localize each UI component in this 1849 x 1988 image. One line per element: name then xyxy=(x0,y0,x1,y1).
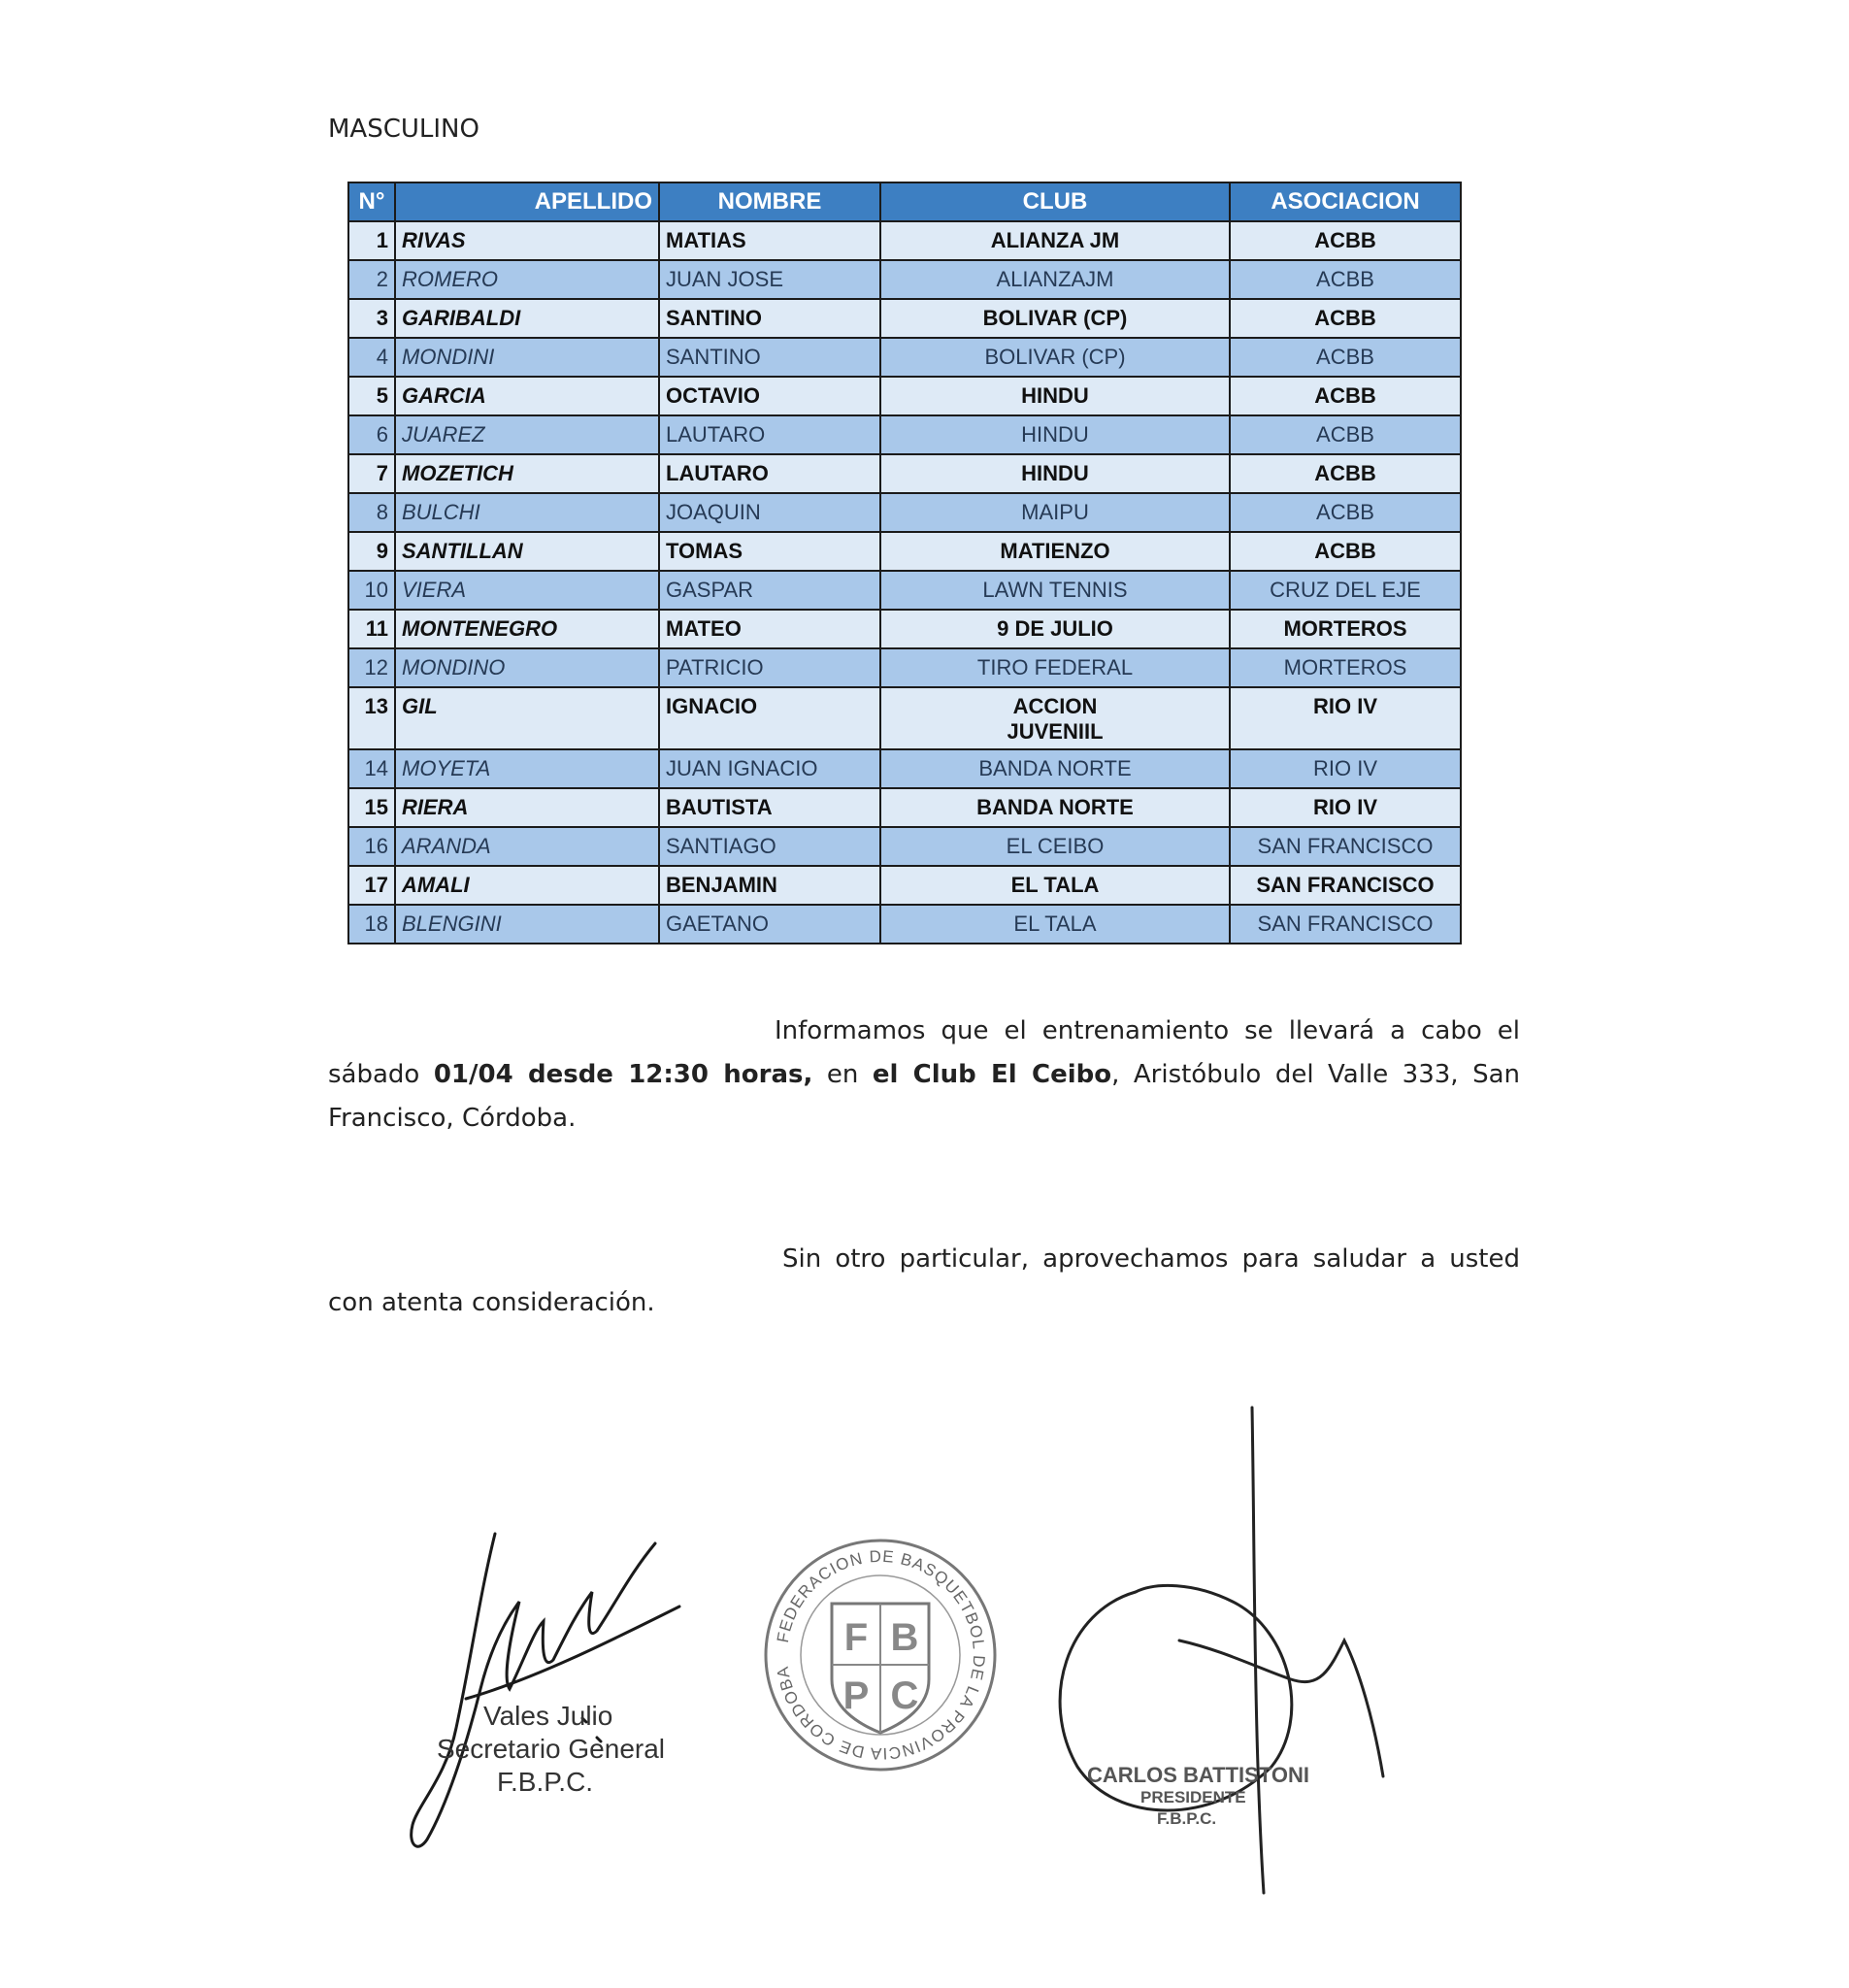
cell-num: 14 xyxy=(348,749,395,788)
federation-seal xyxy=(759,1534,1002,1776)
cell-nombre: LAUTARO xyxy=(659,454,880,493)
signature-right-image xyxy=(1000,1398,1456,1903)
signatures xyxy=(388,1398,1456,1903)
cell-asociacion: ACBB xyxy=(1230,338,1461,377)
paragraph1-part1: Informamos que el entrenamiento se llevará a cabo el sábado xyxy=(328,1016,1520,1089)
table-row xyxy=(348,532,1461,571)
header-nombre: NOMBRE xyxy=(659,182,880,221)
cell-num: 17 xyxy=(348,866,395,905)
roster-table xyxy=(347,182,1462,944)
signature-right-role: PRESIDENTE xyxy=(1140,1788,1246,1806)
table-row xyxy=(348,299,1461,338)
cell-asociacion: SAN FRANCISCO xyxy=(1230,905,1461,944)
cell-apellido: GIL xyxy=(395,687,659,749)
cell-club: BOLIVAR (CP) xyxy=(880,299,1230,338)
table-row xyxy=(348,827,1461,866)
cell-num: 7 xyxy=(348,454,395,493)
header-club: CLUB xyxy=(880,182,1230,221)
cell-num: 9 xyxy=(348,532,395,571)
cell-asociacion: SAN FRANCISCO xyxy=(1230,827,1461,866)
table-row xyxy=(348,493,1461,532)
cell-asociacion: ACBB xyxy=(1230,493,1461,532)
cell-nombre: JUAN JOSE xyxy=(659,260,880,299)
seal-letter-p: P xyxy=(842,1674,870,1717)
seal-ring-text: FEDERACION DE BASQUETBOL DE LA PROVINCIA DE CORDOBA xyxy=(773,1546,989,1764)
cell-club: HINDU xyxy=(880,454,1230,493)
cell-num: 6 xyxy=(348,415,395,454)
cell-nombre: PATRICIO xyxy=(659,648,880,687)
cell-num: 1 xyxy=(348,221,395,260)
cell-apellido: JUAREZ xyxy=(395,415,659,454)
closing-paragraph xyxy=(328,1238,1520,1325)
seal-letter-f: F xyxy=(843,1616,869,1659)
cell-asociacion: MORTEROS xyxy=(1230,648,1461,687)
cell-asociacion: SAN FRANCISCO xyxy=(1230,866,1461,905)
cell-num: 11 xyxy=(348,610,395,648)
cell-nombre: IGNACIO xyxy=(659,687,880,749)
cell-num: 3 xyxy=(348,299,395,338)
cell-asociacion: RIO IV xyxy=(1230,749,1461,788)
table-header-row xyxy=(348,182,1461,221)
table-row xyxy=(348,866,1461,905)
signature-right-name: CARLOS BATTISTONI xyxy=(1087,1763,1309,1787)
cell-club: HINDU xyxy=(880,377,1230,415)
seal-letter-c: C xyxy=(890,1674,919,1717)
cell-nombre: BAUTISTA xyxy=(659,788,880,827)
cell-apellido: RIERA xyxy=(395,788,659,827)
cell-club: LAWN TENNIS xyxy=(880,571,1230,610)
cell-club: MAIPU xyxy=(880,493,1230,532)
cell-apellido: VIERA xyxy=(395,571,659,610)
cell-nombre: GASPAR xyxy=(659,571,880,610)
cell-club: EL TALA xyxy=(880,866,1230,905)
cell-club: EL TALA xyxy=(880,905,1230,944)
cell-club: BANDA NORTE xyxy=(880,788,1230,827)
cell-apellido: GARIBALDI xyxy=(395,299,659,338)
cell-asociacion: MORTEROS xyxy=(1230,610,1461,648)
header-asociacion: ASOCIACION xyxy=(1230,182,1461,221)
header-apellido: APELLIDO xyxy=(395,182,659,221)
signature-left-image xyxy=(388,1514,699,1864)
cell-num: 8 xyxy=(348,493,395,532)
table-row xyxy=(348,788,1461,827)
cell-num: 13 xyxy=(348,687,395,749)
signature-right-org: F.B.P.C. xyxy=(1157,1809,1217,1828)
table-row xyxy=(348,377,1461,415)
cell-nombre: JUAN IGNACIO xyxy=(659,749,880,788)
cell-club: BOLIVAR (CP) xyxy=(880,338,1230,377)
cell-club: EL CEIBO xyxy=(880,827,1230,866)
cell-num: 5 xyxy=(348,377,395,415)
cell-asociacion: RIO IV xyxy=(1230,788,1461,827)
cell-apellido: BLENGINI xyxy=(395,905,659,944)
roster-body xyxy=(348,221,1461,944)
cell-nombre: TOMAS xyxy=(659,532,880,571)
cell-nombre: LAUTARO xyxy=(659,415,880,454)
section-title: MASCULINO xyxy=(328,115,479,144)
seal-letter-b: B xyxy=(890,1616,919,1659)
cell-num: 4 xyxy=(348,338,395,377)
table-row xyxy=(348,687,1461,749)
cell-asociacion: ACBB xyxy=(1230,377,1461,415)
table-row xyxy=(348,338,1461,377)
cell-apellido: MOZETICH xyxy=(395,454,659,493)
cell-nombre: SANTINO xyxy=(659,299,880,338)
table-row xyxy=(348,454,1461,493)
cell-nombre: OCTAVIO xyxy=(659,377,880,415)
table-row xyxy=(348,648,1461,687)
cell-asociacion: CRUZ DEL EJE xyxy=(1230,571,1461,610)
cell-club: 9 DE JULIO xyxy=(880,610,1230,648)
cell-apellido: ARANDA xyxy=(395,827,659,866)
cell-num: 16 xyxy=(348,827,395,866)
cell-club: ACCION JUVENIIL xyxy=(880,687,1230,749)
table-row xyxy=(348,415,1461,454)
cell-nombre: MATIAS xyxy=(659,221,880,260)
cell-apellido: AMALI xyxy=(395,866,659,905)
signature-left-name: Vales Julio xyxy=(483,1701,613,1731)
cell-apellido: BULCHI xyxy=(395,493,659,532)
cell-nombre: GAETANO xyxy=(659,905,880,944)
table-row xyxy=(348,610,1461,648)
closing-text: Sin otro particular, aprovechamos para saludar a usted con atenta consideración. xyxy=(328,1244,1520,1317)
cell-apellido: MONTENEGRO xyxy=(395,610,659,648)
cell-club: MATIENZO xyxy=(880,532,1230,571)
cell-nombre: MATEO xyxy=(659,610,880,648)
training-paragraph xyxy=(328,1010,1520,1141)
cell-nombre: JOAQUIN xyxy=(659,493,880,532)
cell-asociacion: RIO IV xyxy=(1230,687,1461,749)
cell-apellido: MONDINI xyxy=(395,338,659,377)
cell-apellido: GARCIA xyxy=(395,377,659,415)
signature-left-role: Secretario General xyxy=(437,1734,666,1764)
cell-apellido: ROMERO xyxy=(395,260,659,299)
paragraph1-part3: , Aristóbulo del Valle 333, San Francisco, Córdoba. xyxy=(328,1060,1520,1133)
cell-apellido: MONDINO xyxy=(395,648,659,687)
cell-apellido: SANTILLAN xyxy=(395,532,659,571)
table-row xyxy=(348,571,1461,610)
cell-nombre: BENJAMIN xyxy=(659,866,880,905)
cell-nombre: SANTINO xyxy=(659,338,880,377)
cell-num: 18 xyxy=(348,905,395,944)
cell-club: HINDU xyxy=(880,415,1230,454)
cell-num: 12 xyxy=(348,648,395,687)
cell-nombre: SANTIAGO xyxy=(659,827,880,866)
table-row xyxy=(348,905,1461,944)
cell-asociacion: ACBB xyxy=(1230,221,1461,260)
cell-asociacion: ACBB xyxy=(1230,415,1461,454)
cell-asociacion: ACBB xyxy=(1230,454,1461,493)
cell-club: BANDA NORTE xyxy=(880,749,1230,788)
cell-asociacion: ACBB xyxy=(1230,299,1461,338)
cell-apellido: RIVAS xyxy=(395,221,659,260)
table-row xyxy=(348,221,1461,260)
cell-asociacion: ACBB xyxy=(1230,532,1461,571)
cell-asociacion: ACBB xyxy=(1230,260,1461,299)
cell-num: 15 xyxy=(348,788,395,827)
table-row xyxy=(348,260,1461,299)
cell-num: 10 xyxy=(348,571,395,610)
cell-club: ALIANZAJM xyxy=(880,260,1230,299)
signature-left-org: F.B.P.C. xyxy=(497,1767,594,1797)
header-num: N° xyxy=(348,182,395,221)
paragraph1-part2: en xyxy=(812,1060,873,1089)
cell-num: 2 xyxy=(348,260,395,299)
paragraph1-venue: el Club El Ceibo xyxy=(872,1060,1112,1089)
cell-club: TIRO FEDERAL xyxy=(880,648,1230,687)
table-row xyxy=(348,749,1461,788)
cell-club: ALIANZA JM xyxy=(880,221,1230,260)
paragraph1-date: 01/04 desde 12:30 horas, xyxy=(433,1060,813,1089)
cell-apellido: MOYETA xyxy=(395,749,659,788)
